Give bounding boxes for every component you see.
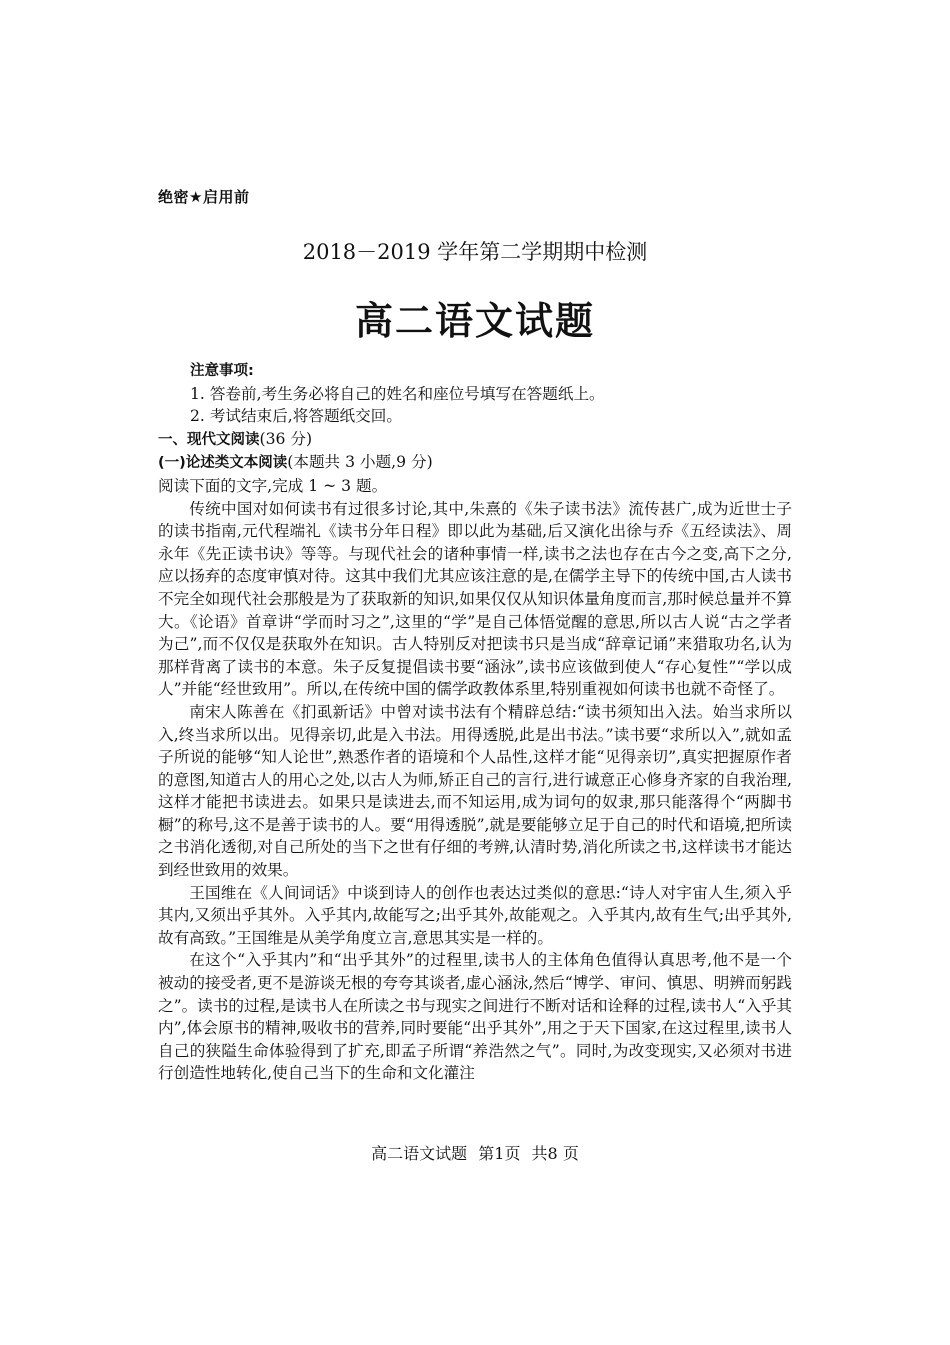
- section-score: (36 分): [259, 429, 313, 448]
- footer-exam-name: 高二语文试题: [371, 1144, 468, 1163]
- notice-heading: 注意事项:: [190, 363, 254, 379]
- subsection-title: (一)论述类文本阅读: [158, 455, 288, 472]
- footer-page-number: 第1页: [478, 1144, 521, 1163]
- subsection-note: (本题共 3 小题,9 分): [287, 453, 433, 472]
- reading-instruction: 阅读下面的文字,完成 1 ~ 3 题。: [158, 476, 388, 495]
- confidential-mark: 绝密★启用前: [158, 188, 250, 206]
- subsection-heading: [158, 451, 792, 475]
- exam-subtitle: 2018－2019 学年第二学期期中检测: [302, 240, 648, 264]
- passage-paragraph-3: 王国维在《人间词话》中谈到诗人的创作也表达过类似的意思:“诗人对宇宙人生,须入乎其内,又须出乎其外。入乎其内,故能写之;出乎其外,故能观之。入乎其内,故有生气;出乎其外,故有高致。”王国维是从美学角度立言,意思其实是一样的。: [158, 883, 792, 947]
- passage-paragraph-1: 传统中国对如何读书有过很多讨论,其中,朱熹的《朱子读书法》流传甚广,成为近世士子的读书指南,元代程端礼《读书分年日程》即以此为基础,后又演化出徐与乔《五经读法》、周永年《先正读书诀》等等。与现代社会的诸种事情一样,读书之法也存在古今之变,高下之分,应以扬弃的态度审慎对待。这其中我们尤其应该注意的是,在儒学主导下的传统中国,古人读书不完全如现代社会那般是为了获取新的知识,如果仅仅从知识体量角度而言,那时候总量并不算大。《论语》首章讲“学而时习之”,这里的“学”是自己体悟觉醒的意思,所以古人说“古之学者为己”,而不仅仅是获取外在知识。古人特别反对把读书只是当成“辞章记诵”来猎取功名,认为那样背离了读书的本意。朱子反复提倡读书要“涵泳”,读书应该做到使人“存心复性”“学以成人”并能“经世致用”。所以,在传统中国的儒学政教体系里,特别重视如何读书也就不奇怪了。: [158, 499, 792, 699]
- notice-item-1: 1. 答卷前,考生务必将自己的姓名和座位号填写在答题纸上。: [190, 384, 605, 403]
- notice-item-2: 2. 考试结束后,将答题纸交回。: [190, 407, 402, 426]
- exam-title: 高二语文试题: [354, 298, 595, 343]
- passage-paragraph-2: 南宋人陈善在《扪虱新话》中曾对读书法有个精辟总结:“读书须知出入法。始当求所以入,终当求所以出。见得亲切,此是入书法。用得透脱,此是出书法。”读书要“求所以入”,就如孟子所说的能够“知人论世”,熟悉作者的语境和个人品性,这样才能“见得亲切”,真实把握原作者的意图,知道古人的用心之处,以古人为师,矫正自己的言行,进行诚意正心修身齐家的自我治理,这样才能把书读进去。如果只是读进去,而不知运用,成为词句的奴隶,那只能落得个“两脚书橱”的称号,这不是善于读书的人。要“用得透脱”,就是要能够立足于自己的时代和语境,把所读之书消化透彻,对自己所处的当下之世有仔细的考辨,认清时势,消化所读之书,这样读书才能达到经世致用的效果。: [158, 702, 792, 880]
- passage-paragraph-4: 在这个“入乎其内”和“出乎其外”的过程里,读书人的主体角色值得认真思考,他不是一个被动的接受者,更不是游谈无根的夸夸其谈者,虚心涵泳,然后“博学、审问、慎思、明辨而躬践之”。读书的过程,是读书人在所读之书与现实之间进行不断对话和诠释的过程,读书人“入乎其内”,体会原书的精神,吸收书的营养,同时要能“出乎其外”,用之于天下国家,在这过程里,读书人自己的狭隘生命体验得到了扩充,即孟子所谓“养浩然之气”。同时,为改变现实,又必须对书进行创造性地转化,使自己当下的生命和文化灌注: [158, 951, 793, 1083]
- section-title: 一、现代文阅读: [158, 431, 260, 448]
- exam-body: [158, 360, 792, 1085]
- footer-total-pages: 共8 页: [531, 1144, 579, 1163]
- section-heading: [158, 428, 792, 452]
- page-footer: [0, 1141, 950, 1164]
